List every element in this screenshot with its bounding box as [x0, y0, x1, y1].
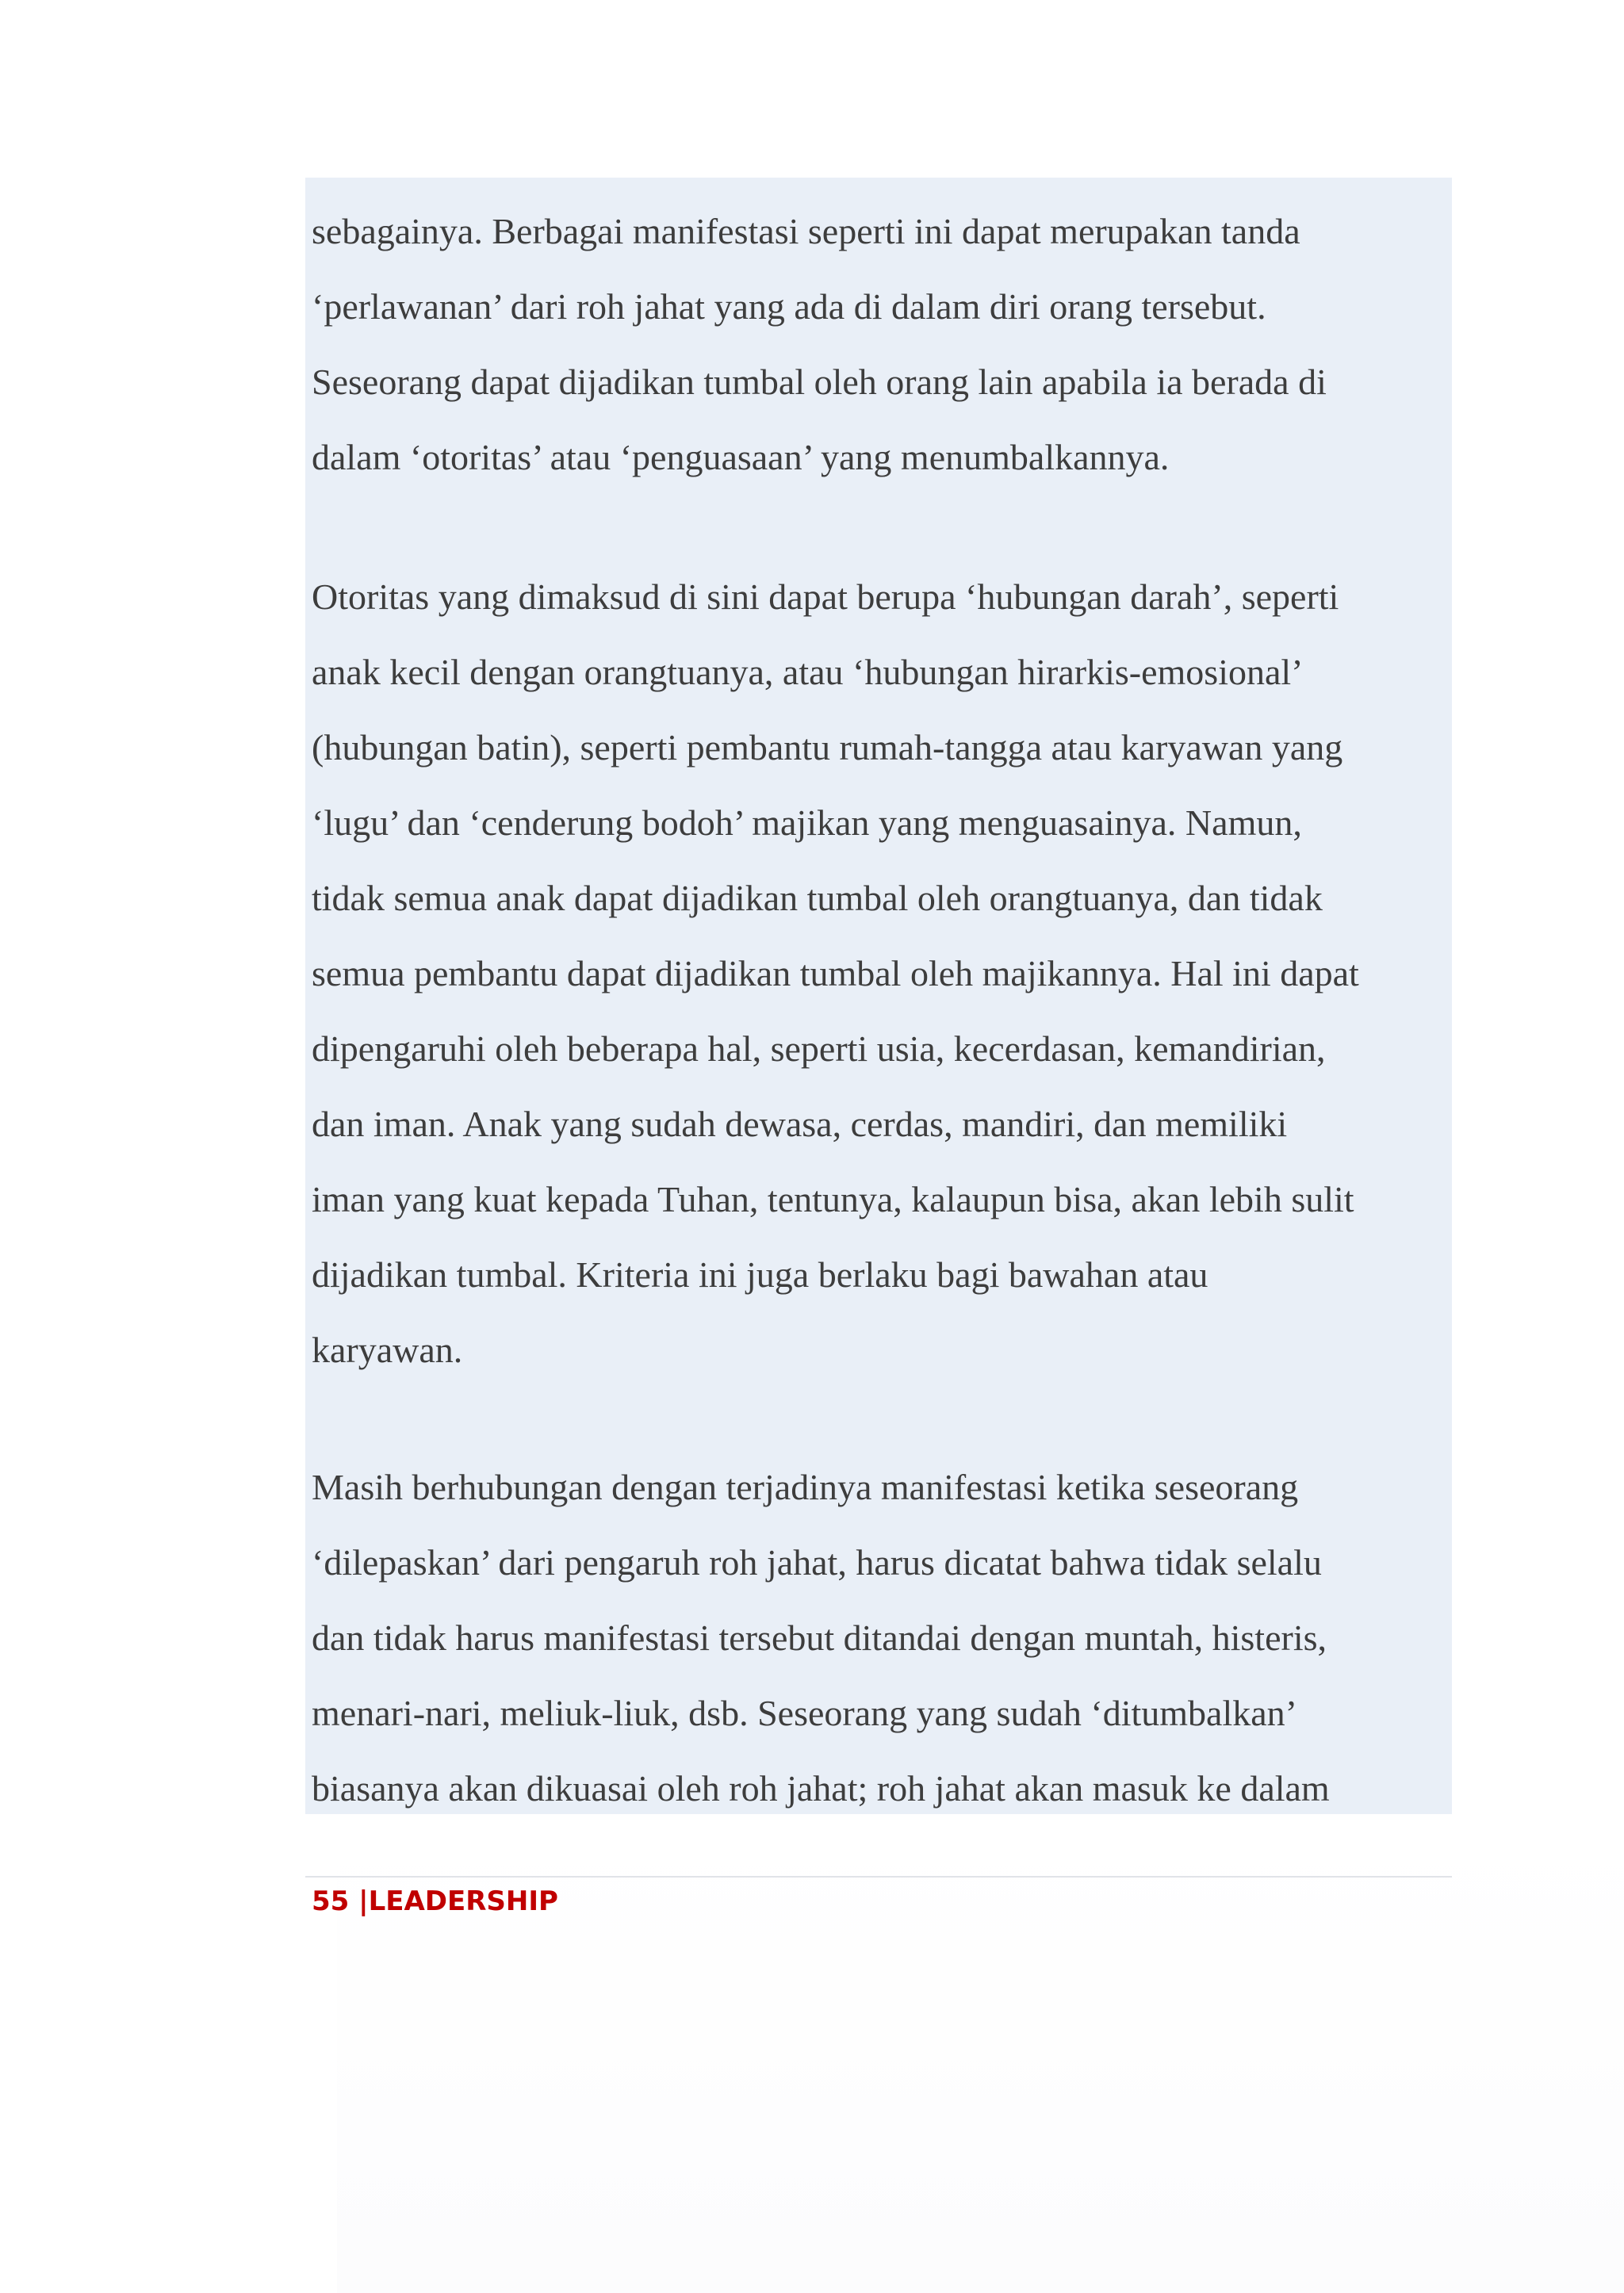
- text-line: dijadikan tumbal. Kriteria ini juga berlaku bagi bawahan atau: [312, 1254, 1208, 1295]
- paragraph-2: [312, 559, 1454, 1388]
- text-line: menari-nari, meliuk-liuk, dsb. Seseorang yang sudah ‘ditumbalkan’: [312, 1693, 1297, 1733]
- text-line: dan tidak harus manifestasi tersebut ditandai dengan muntah, histeris,: [312, 1617, 1327, 1658]
- text-line: sebagainya. Berbagai manifestasi seperti ini dapat merupakan tanda: [312, 211, 1300, 251]
- text-line: ‘dilepaskan’ dari pengaruh roh jahat, harus dicatat bahwa tidak selalu: [312, 1542, 1322, 1583]
- text-line: Seseorang dapat dijadikan tumbal oleh orang lain apabila ia berada di: [312, 362, 1327, 402]
- text-line: Otoritas yang dimaksud di sini dapat berupa ‘hubungan darah’, seperti: [312, 576, 1339, 617]
- text-line: (hubungan batin), seperti pembantu rumah-tangga atau karyawan yang: [312, 727, 1343, 768]
- paragraph-3: [312, 1449, 1454, 1826]
- text-line: dalam ‘otoritas’ atau ‘penguasaan’ yang menumbalkannya.: [312, 437, 1170, 477]
- paragraph-1: [312, 193, 1454, 495]
- text-line: iman yang kuat kepada Tuhan, tentunya, kalaupun bisa, akan lebih sulit: [312, 1179, 1354, 1219]
- text-line: dipengaruhi oleh beberapa hal, seperti usia, kecerdasan, kemandirian,: [312, 1028, 1326, 1069]
- text-line: ‘perlawanan’ dari roh jahat yang ada di dalam diri orang tersebut.: [312, 286, 1266, 327]
- page-footer: 55 |LEADERSHIP: [312, 1885, 558, 1917]
- text-line: ‘lugu’ dan ‘cenderung bodoh’ majikan yang menguasainya. Namun,: [312, 802, 1302, 843]
- text-line: anak kecil dengan orangtuanya, atau ‘hubungan hirarkis-emosional’: [312, 652, 1304, 692]
- text-line: tidak semua anak dapat dijadikan tumbal oleh orangtuanya, dan tidak: [312, 878, 1323, 918]
- text-line: biasanya akan dikuasai oleh roh jahat; roh jahat akan masuk ke dalam: [312, 1768, 1330, 1809]
- text-line: karyawan.: [312, 1330, 463, 1370]
- text-line: Masih berhubungan dengan terjadinya manifestasi ketika seseorang: [312, 1467, 1299, 1507]
- text-line: semua pembantu dapat dijadikan tumbal oleh majikannya. Hal ini dapat: [312, 953, 1359, 993]
- text-line: dan iman. Anak yang sudah dewasa, cerdas, mandiri, dan memiliki: [312, 1104, 1288, 1144]
- footer-divider: [305, 1876, 1452, 1878]
